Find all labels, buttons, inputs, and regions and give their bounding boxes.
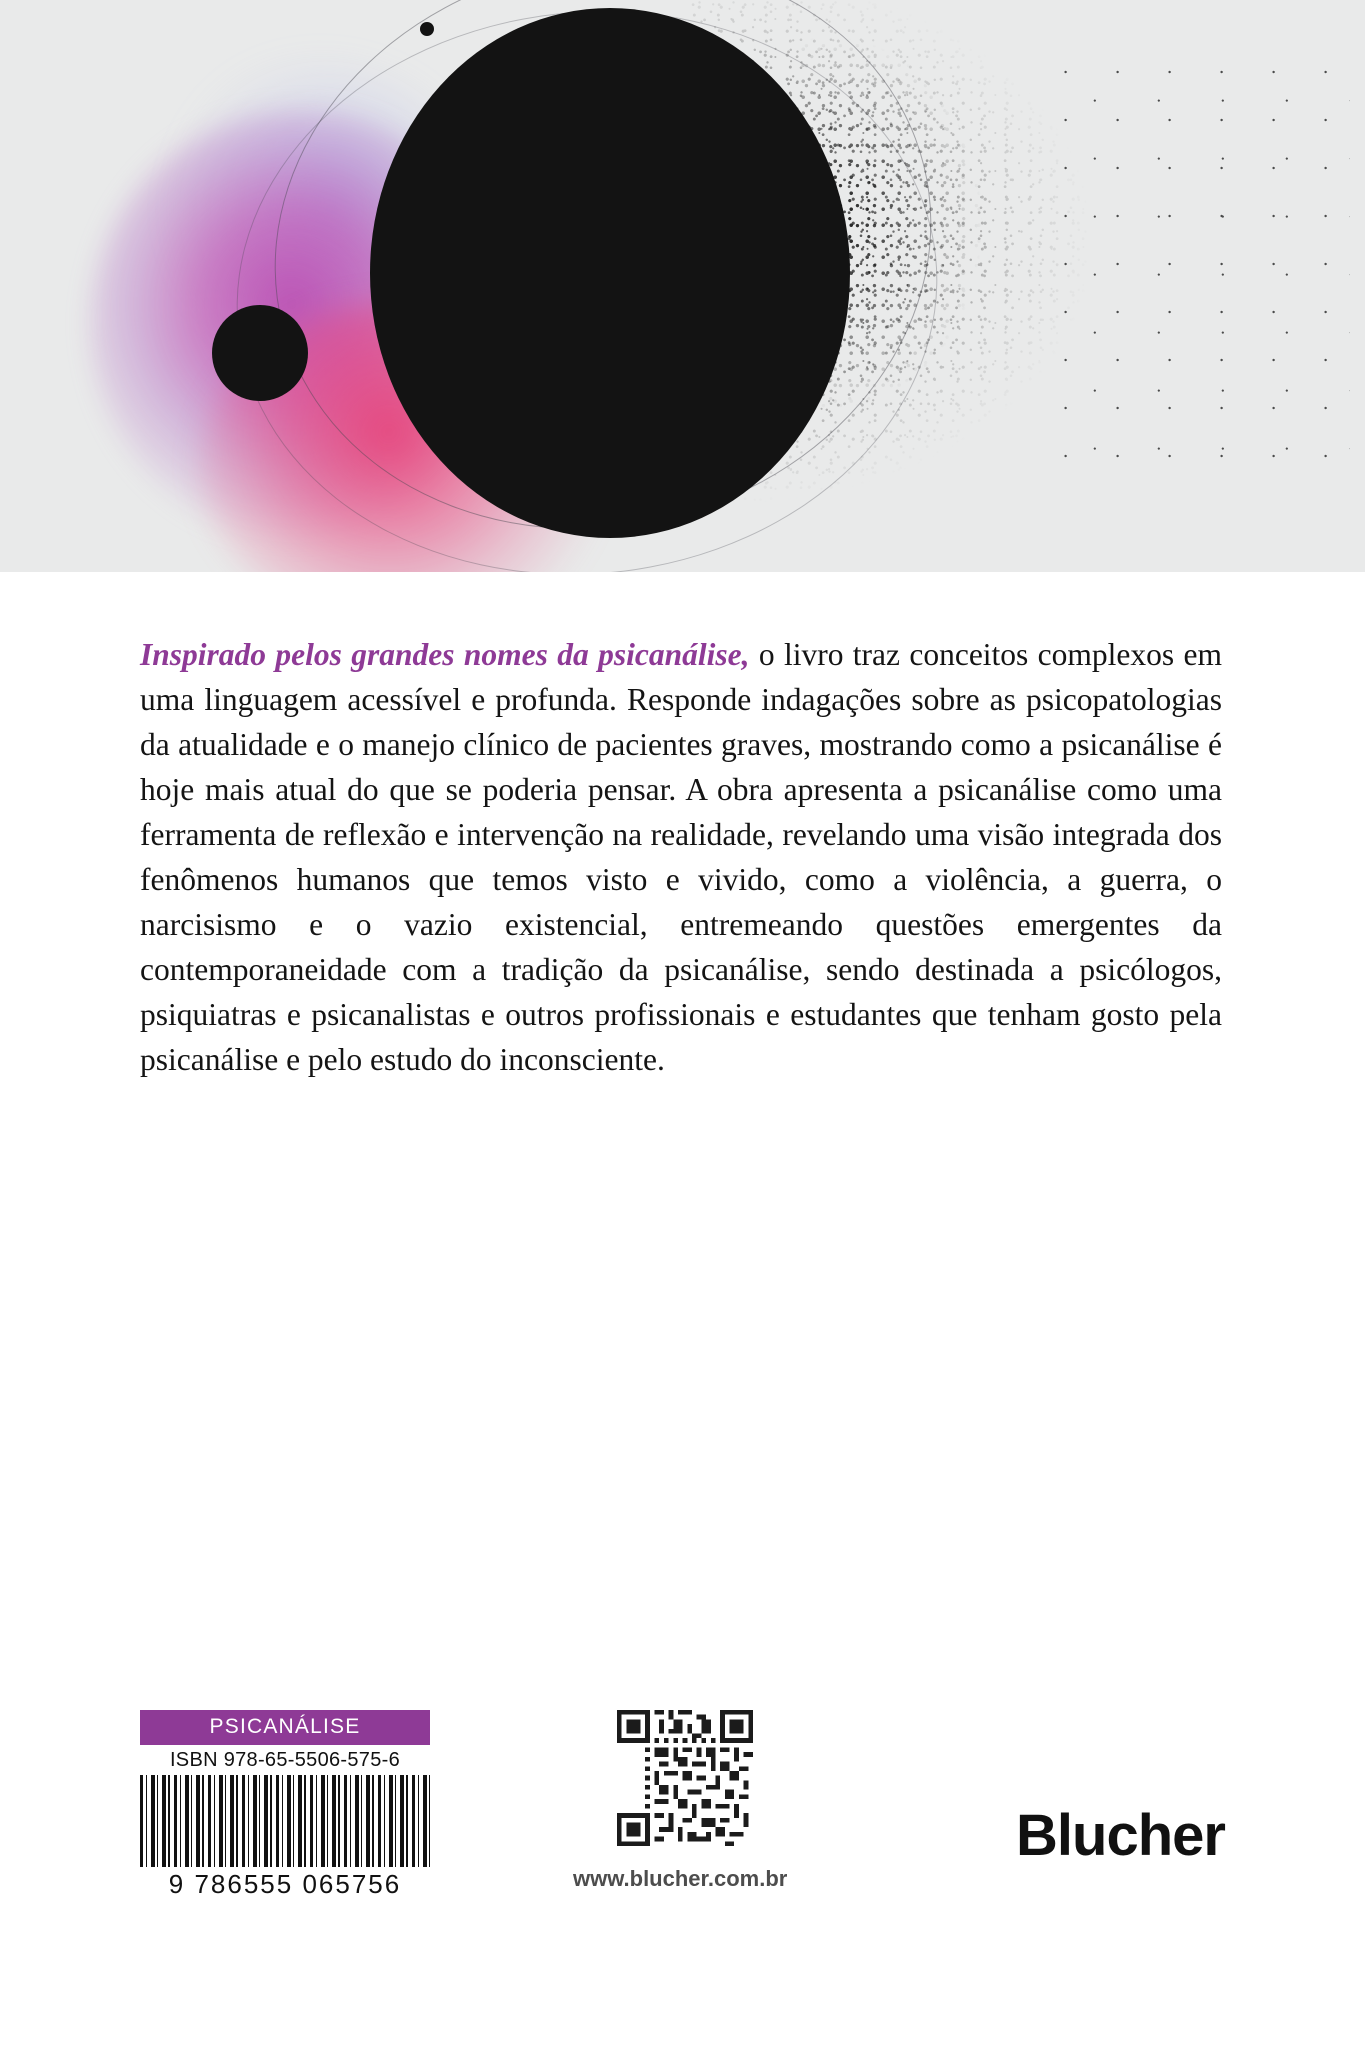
category-badge: PSICANÁLISE bbox=[140, 1710, 430, 1745]
back-cover-blurb bbox=[140, 632, 1222, 1082]
barcode-image bbox=[140, 1775, 430, 1867]
qr-code-block bbox=[573, 1710, 788, 1892]
black-dot bbox=[420, 22, 434, 36]
black-sphere-small bbox=[212, 305, 308, 401]
barcode-digits: 9 786555 065756 bbox=[168, 1869, 402, 1899]
artwork-layers bbox=[0, 0, 1365, 572]
website-url[interactable]: www.blucher.com.br bbox=[573, 1866, 788, 1891]
cover-footer bbox=[0, 1672, 1365, 2048]
particle-spray-far bbox=[1050, 60, 1350, 490]
isbn-label: ISBN 978-65-5506-575-6 bbox=[169, 1749, 401, 1771]
blurb-body: o livro traz conceitos complexos em uma linguagem acessível e profunda. Responde indagações sobre as psicopatologias da atualidade e o manejo clínico de pacientes graves, mostrando como a psicanálise é hoje mais atual do que se poderia pensar. A obra apresenta a psicanálise como uma ferramenta de reflexão e intervenção na realidade, revelando uma visão integrada dos fenômenos humanos que temos visto e vivido, como a violência, a guerra, o narcisismo e o vazio existencial, entremeando questões emergentes da contemporaneidade com a tradição da psicanálise, sendo destinada a psicólogos, psiquiatras e psicanalistas e outros profissionais e estudantes que tenham gosto pela psicanálise e pelo estudo do inconsciente. bbox=[140, 636, 1222, 1077]
cover-artwork bbox=[0, 0, 1365, 572]
qr-code[interactable] bbox=[617, 1710, 753, 1846]
isbn-barcode-block bbox=[140, 1710, 430, 1900]
blurb-lead: Inspirado pelos grandes nomes da psicanálise, bbox=[140, 636, 750, 672]
black-sphere bbox=[370, 8, 850, 538]
publisher-logo: Blucher bbox=[1016, 1803, 1225, 1868]
